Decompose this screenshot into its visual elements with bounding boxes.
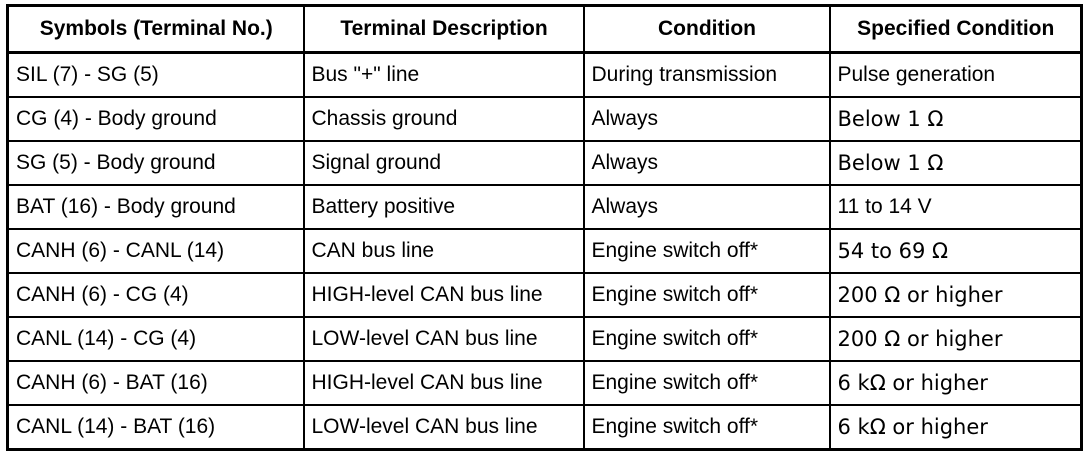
cell-condition: Engine switch off* [584,229,830,273]
column-header-specified-condition: Specified Condition [830,6,1082,53]
cell-symbols: CANH (6) - CG (4) [8,273,304,317]
cell-specified: 6 kΩ or higher [830,405,1082,450]
cell-symbols: BAT (16) - Body ground [8,185,304,229]
cell-specified: Pulse generation [830,53,1082,98]
cell-symbols: CANH (6) - BAT (16) [8,361,304,405]
cell-symbols: CANH (6) - CANL (14) [8,229,304,273]
cell-description: LOW-level CAN bus line [304,405,584,450]
column-header-terminal-description: Terminal Description [304,6,584,53]
cell-specified: 11 to 14 V [830,185,1082,229]
table-row [8,317,1082,361]
table-row [8,141,1082,185]
cell-specified: 200 Ω or higher [830,317,1082,361]
cell-condition: Always [584,141,830,185]
column-header-condition: Condition [584,6,830,53]
cell-symbols: CANL (14) - CG (4) [8,317,304,361]
cell-condition: Engine switch off* [584,361,830,405]
cell-condition: Always [584,97,830,141]
cell-condition: During transmission [584,53,830,98]
cell-symbols: SIL (7) - SG (5) [8,53,304,98]
cell-description: Signal ground [304,141,584,185]
cell-description: LOW-level CAN bus line [304,317,584,361]
cell-description: Chassis ground [304,97,584,141]
table-row [8,229,1082,273]
cell-description: HIGH-level CAN bus line [304,273,584,317]
cell-symbols: SG (5) - Body ground [8,141,304,185]
cell-specified: 200 Ω or higher [830,273,1082,317]
cell-description: CAN bus line [304,229,584,273]
cell-symbols: CANL (14) - BAT (16) [8,405,304,450]
cell-specified: Below 1 Ω [830,141,1082,185]
cell-description: HIGH-level CAN bus line [304,361,584,405]
cell-description: Battery positive [304,185,584,229]
cell-specified: 6 kΩ or higher [830,361,1082,405]
cell-description: Bus "+" line [304,53,584,98]
cell-condition: Engine switch off* [584,273,830,317]
cell-condition: Engine switch off* [584,317,830,361]
terminal-specification-table [6,4,1083,451]
cell-symbols: CG (4) - Body ground [8,97,304,141]
cell-condition: Always [584,185,830,229]
table-row [8,405,1082,450]
table-body [8,53,1082,450]
column-header-symbols: Symbols (Terminal No.) [8,6,304,53]
cell-specified: 54 to 69 Ω [830,229,1082,273]
table-row [8,53,1082,98]
cell-condition: Engine switch off* [584,405,830,450]
table-row [8,361,1082,405]
table-header [8,6,1082,53]
cell-specified: Below 1 Ω [830,97,1082,141]
table-row [8,185,1082,229]
table-row [8,97,1082,141]
table-header-row [8,6,1082,53]
table-row [8,273,1082,317]
